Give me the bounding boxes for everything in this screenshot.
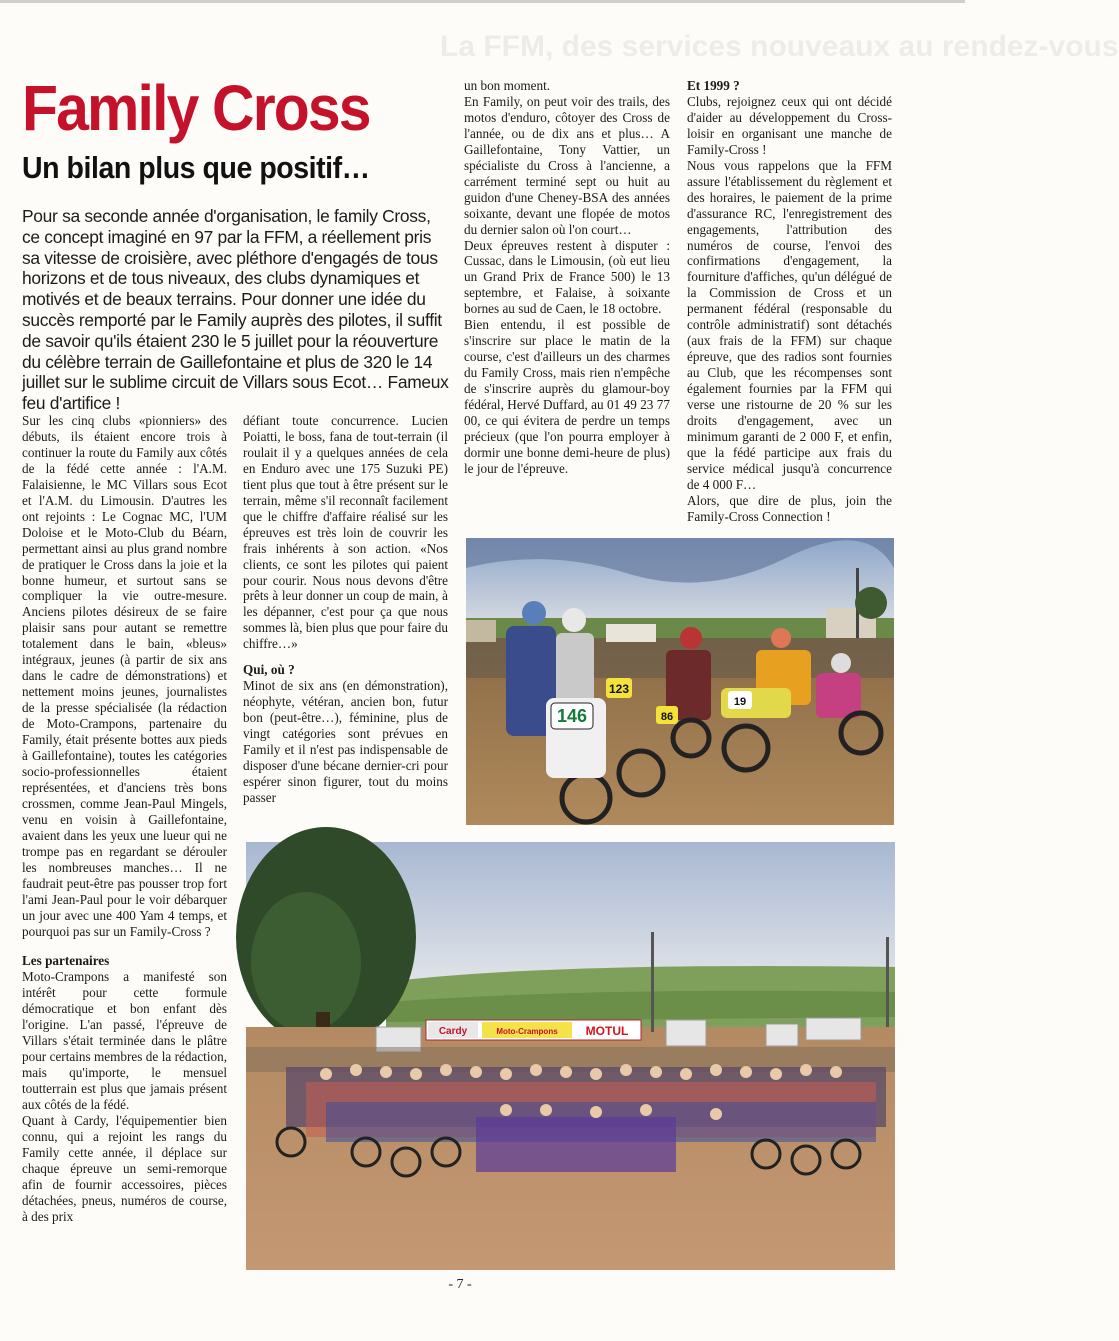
article-intro: Pour sa seconde année d'organisation, le family Cross, ce concept imaginé en 97 par la FFM, a réellement pris sa vitesse de croisière, avec pléthore d'engagés de tous horizons et de tous niveaux, des clubs dynamiques et motivés et de beaux terrains. Pour donner une idée du succès remporté par le Family auprès des pilotes, il suffit de savoir qu'ils étaient 230 le 5 juillet pour la réouverture du célèbre terrain de Gaillefontaine et plus de 320 le 14 juillet sur le sublime circuit de Villars sous Ecot… Fameux feu d'artifice ! [22,206,449,414]
banner-moto-crampons: Moto-Crampons [496,1027,558,1036]
photo-group-illustration [246,842,895,1270]
photo-riders-illustration [466,538,894,825]
number-plate-19: 19 [733,696,747,708]
paragraph: Nous vous rappelons que la FFM assure l'établissement du règlement et des horaires, le paiement de la prime d'assurance RC, l'enregistrement des engagements, l'attribution des numéros de course, l'envoi des confirmations d'engagement, la fourniture d'affiches, qu'un délégué de la Commission de Cross et un permanent fédéral (responsable du contrôle administratif) sont détachés (aux frais de la FFM) sur chaque épreuve, que des radios sont fournies au Club, que les récompenses sont également fournies par la FFM qui verse une ristourne de 20 % sur les droits d'engagement, avec un minimum garanti de 2 000 F, et enfin, que la fédé participe aux frais du service médical jusqu'à concurrence de 4 000 F… [687,157,892,492]
column-3 [464,78,670,477]
photo-group-riders [246,842,895,1270]
paragraph: Quant à Cardy, l'équipementier bien connu, qui a rejoint les rangs du Family cette année, il déplace sur chaque épreuve un semi-remorque afin de fournir accessoires, pièces détachées, pneus, numéros de course, à des prix [22,1112,227,1224]
article-subtitle: Un bilan plus que positif… [22,150,370,185]
article-title: Family Cross [22,72,370,144]
section-heading-qui-ou: Qui, où ? [243,662,295,678]
banner-cardy: Cardy [438,1026,468,1037]
paragraph: Deux épreuves restent à disputer : Cussac, dans le Limousin, (où eut lieu un Grand Prix de France 500) le 13 septembre, et Falaise, à soixante bornes au sud de Caen, le 18 octobre. [464,237,670,317]
paragraph: Moto-Crampons a manifesté son intérêt pour cette formule démocratique et bon enfant dès l'origine. L'an passé, l'épreuve de Villars s'était terminée dans le plâtre pour certains membres de la rédaction, mais qu'importe, le mensuel toutterrain est plus que jamais présent aux côtés de la fédé. [22,969,227,1113]
page-number: - 7 - [448,1277,472,1292]
top-rule [0,0,965,3]
number-plate-146: 146 [556,706,588,726]
paragraph: un bon moment. [464,78,551,93]
paragraph: défiant toute concurrence. Lucien Poiatti, le boss, fana de tout-terrain (il roulait il y a quelques années de cela en Enduro avec une 175 Suzuki PE) tient plus que tout à être présent sur le terrain, même s'il reconnaît facilement que le chiffre d'affaire réalisé sur les épreuves est très loin de couvrir les frais inhérents à son action. «Nos clients, ce sont les pilotes qui paient pour courir. Nous nous devons d'être prêts à leur donner un coup de main, à les dépanner, c'est pour ça que nous sommes là, bien plus que pour faire du chiffre…» [243,413,448,652]
column-1 [22,413,227,1225]
paragraph: Minot de six ans (en démonstration), néophyte, vétéran, ancien bon, futur bon (peut-être…), féminine, plus de vingt catégories sont prévues en Family et il n'est pas indispensable de disposer d'une bécane dernier-cri pour espérer sinon figurer, tout du moins passer [243,678,448,805]
paragraph: Sur les cinq clubs «pionniers» des débuts, ils étaient encore trois à continuer la route du Family aux côtés de la fédé cette année : l'A.M. Falaisienne, le MC Villars sous Ecot et l'A.M. du Limousin. D'autres les ont rejoints : Le Cognac MC, l'UM Doloise et le Moto-Club du Béarn, permettant ainsi au plus grand nombre de pratiquer le Cross dans la joie et la bonne humeur, et surtout sans se compliquer la vie outre-mesure. Anciens pilotes désireux de se faire plaisir sans pour autant se remettre totalement dans le bain, «bleus» intégraux, jeunes (à partir de six ans dans le cadre de démonstrations) et nettement moins jeunes, journalistes de la presse spécialisée (la rédaction de Moto-Crampons, partenaire du Family, était présente bottes aux pieds à Gaillefontaine), toutes les catégories socio-professionnelles étaient représentées, et d'anciens très bons crossmen, comme Jean-Paul Mingels, venu en voisin à Gaillefontaine, avaient dans les yeux une lueur qui ne trompe pas en regardant se dérouler les nombreuses manches… Il ne faudrait peut-être pas pousser trop fort l'ami Jean-Paul pour le voir débarquer un jour avec une 400 Yam 4 temps, et pourquoi pas sur un Family-Cross ? [22,413,227,939]
paragraph: En Family, on peut voir des trails, des motos d'enduro, côtoyer des Cross de l'année, ou de dix ans et plus… A Gaillefontaine, Tony Vattier, un spécialiste du Cross à l'ancienne, a carrément terminé sept ou huit au guidon d'une Cheney-BSA des années soixante, devant une flopée de motos du dernier salon où l'on court… [464,93,670,237]
bleed-through-text: La FFM, des services nouveaux au rendez-vous [440,30,1119,63]
photo-riders-start-line [466,538,894,825]
number-plate-86: 86 [660,711,674,723]
paragraph: Clubs, rejoignez ceux qui ont décidé d'aider au développement du Cross-loisir en organisant une manche de Family-Cross ! [687,93,892,157]
paragraph: Bien entendu, il est possible de s'inscrire sur place le matin de la course, c'est d'ailleurs un des charmes du Family Cross, mais rien n'empêche de s'inscrire auprès du glamour-boy fédéral, Hervé Duffard, au 01 49 23 77 00, ce qui évitera de perdre un temps précieux (que l'on pourra employer à dormir une bonne demi-heure de plus) le jour de l'épreuve. [464,317,670,476]
column-4 [687,78,892,525]
column-2 [243,413,448,806]
paragraph: Alors, que dire de plus, join the Family-Cross Connection ! [687,492,892,524]
banner-motul: MOTUL [585,1024,629,1038]
number-plate-123: 123 [608,682,630,696]
section-heading-partenaires: Les partenaires [22,953,110,969]
section-heading-1999: Et 1999 ? [687,78,740,93]
